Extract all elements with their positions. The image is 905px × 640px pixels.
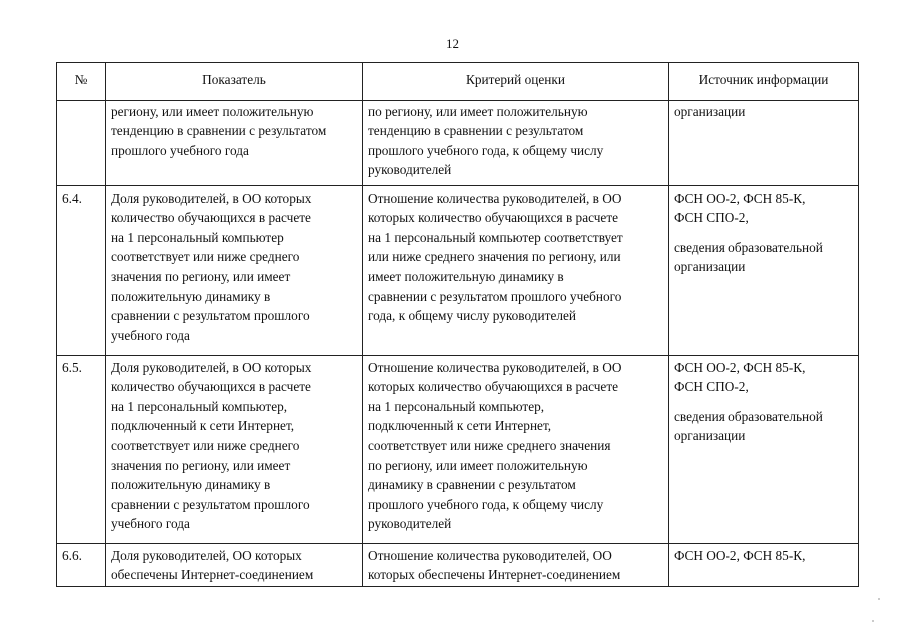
text-line: сравнении с результатом прошлого [111,308,310,324]
paragraph-gap [674,228,853,238]
text-line: учебного года [111,327,190,343]
header-indicator: Показатель [106,63,363,101]
text-line: учебного года [111,516,190,532]
table-row [57,100,859,185]
text-line: которых количество обучающихся в расчете [368,210,619,226]
text-line: Отношение количества руководителей, ОО [368,547,612,563]
cell-criterion [363,185,669,355]
text-line: на 1 персональный компьютер [111,229,284,245]
text-line: сравнении с результатом прошлого [111,496,310,512]
text-line: года, к общему числу руководителей [368,308,576,324]
scan-speck [878,598,880,600]
text-line: сравнении с результатом прошлого учебного [368,288,622,304]
text-line: динамику в сравнении с результатом [368,477,576,493]
cell-indicator [106,185,363,355]
text-line: обеспечены Интернет-соединением [111,567,314,583]
text-line: по региону, или имеет положительную [368,457,588,473]
cell-criterion [363,543,669,586]
table-row [57,543,859,586]
text-line: на 1 персональный компьютер, [111,398,288,414]
text-line: Отношение количества руководителей, в ОО [368,190,622,206]
text-line: которых обеспечены Интернет-соединением [368,567,621,583]
text-line: положительную динамику в [111,477,271,493]
text-line: на 1 персональный компьютер соответствует [368,229,623,245]
cell-source [669,543,859,586]
cell-indicator [106,355,363,543]
table-header-row [57,63,859,101]
criteria-table [56,62,859,587]
cell-source [669,355,859,543]
text-line: ФСН СПО-2, [674,379,749,395]
text-line: значения по региону, или имеет [111,268,291,284]
page-number: 12 [446,36,459,51]
text-line: подключенный к сети Интернет, [111,418,295,434]
text-line: соответствует или ниже среднего значения [368,437,611,453]
text-line: ФСН ОО-2, ФСН 85-К, [674,190,806,206]
cell-criterion [363,100,669,185]
text-line: руководителей [368,516,452,532]
text-line: количество обучающихся в расчете [111,379,311,395]
text-line: организации [674,259,746,275]
table-row [57,185,859,355]
text-line: сведения образовательной [674,408,823,424]
cell-number [57,100,106,185]
text-line: сведения образовательной [674,239,823,255]
text-line: имеет положительную динамику в [368,268,564,284]
scan-speck [872,620,874,622]
text-line: подключенный к сети Интернет, [368,418,552,434]
text-line: Отношение количества руководителей, в ОО [368,359,622,375]
cell-number: 6.4. [57,185,106,355]
cell-criterion [363,355,669,543]
text-line: Доля руководителей, ОО которых [111,547,302,563]
text-line: региону, или имеет положительную [111,103,314,119]
header-number: № [57,63,106,101]
header-criterion: Критерий оценки [363,63,669,101]
text-line: прошлого учебного года, к общему числу [368,496,604,512]
paragraph-gap [674,397,853,407]
text-line: или ниже среднего значения по региону, или [368,249,621,265]
text-line: Доля руководителей, в ОО которых [111,190,312,206]
text-line: тенденцию в сравнении с результатом [111,123,327,139]
text-line: прошлого учебного года [111,142,249,158]
cell-source [669,100,859,185]
table-row [57,355,859,543]
text-line: соответствует или ниже среднего [111,249,300,265]
cell-number: 6.6. [57,543,106,586]
cell-indicator [106,543,363,586]
text-line: по региону, или имеет положительную [368,103,588,119]
text-line: положительную динамику в [111,288,271,304]
text-line: прошлого учебного года, к общему числу [368,142,604,158]
text-line: тенденцию в сравнении с результатом [368,123,584,139]
cell-source [669,185,859,355]
text-line: руководителей [368,162,452,178]
cell-indicator [106,100,363,185]
text-line: организации [674,103,746,119]
text-line: на 1 персональный компьютер, [368,398,545,414]
text-line: ФСН ОО-2, ФСН 85-К, [674,359,806,375]
text-line: которых количество обучающихся в расчете [368,379,619,395]
text-line: ФСН СПО-2, [674,210,749,226]
header-source: Источник информации [669,63,859,101]
text-line: соответствует или ниже среднего [111,437,300,453]
text-line: значения по региону, или имеет [111,457,291,473]
text-line: организации [674,428,746,444]
text-line: Доля руководителей, в ОО которых [111,359,312,375]
text-line: ФСН ОО-2, ФСН 85-К, [674,547,806,563]
cell-number: 6.5. [57,355,106,543]
text-line: количество обучающихся в расчете [111,210,311,226]
